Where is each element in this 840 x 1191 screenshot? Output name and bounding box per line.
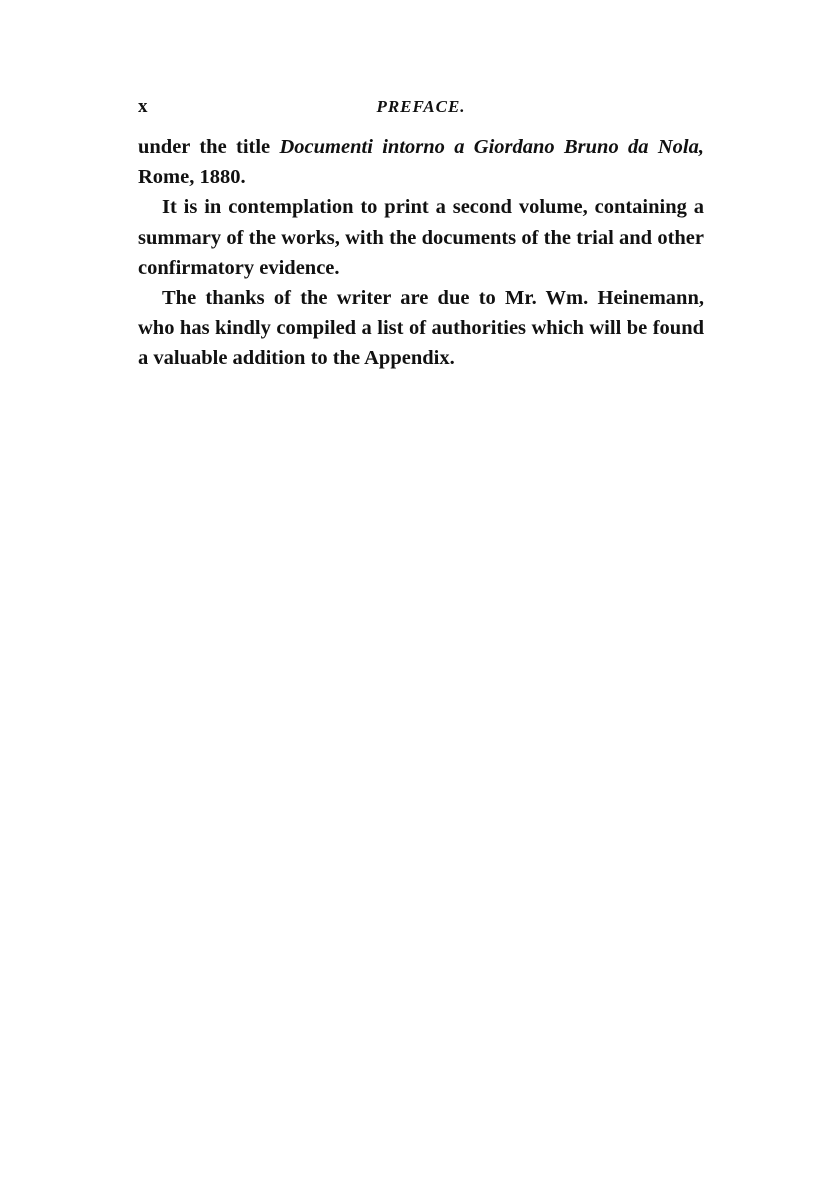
- paragraph-1-italic-title: Documenti intorno a Giordano Bruno da Nola,: [279, 136, 704, 158]
- running-head: [138, 94, 704, 120]
- paragraph-1: [138, 132, 704, 192]
- paragraph-1-tail: Rome, 1880.: [138, 166, 246, 189]
- page-number: x: [138, 96, 148, 117]
- paragraph-2: It is in contemplation to print a second volume, containing a summary of the works, with the documents of the trial and other confirmatory evidence.: [138, 196, 704, 279]
- running-title: PREFACE.: [376, 97, 466, 116]
- body-text: [138, 132, 704, 374]
- paragraph-3: The thanks of the writer are due to Mr. Wm. Heinemann, who has kindly compiled a list of authorities which will be found a valuable addition to the Appendix.: [138, 287, 704, 370]
- paragraph-1-lead: under the title: [138, 136, 280, 158]
